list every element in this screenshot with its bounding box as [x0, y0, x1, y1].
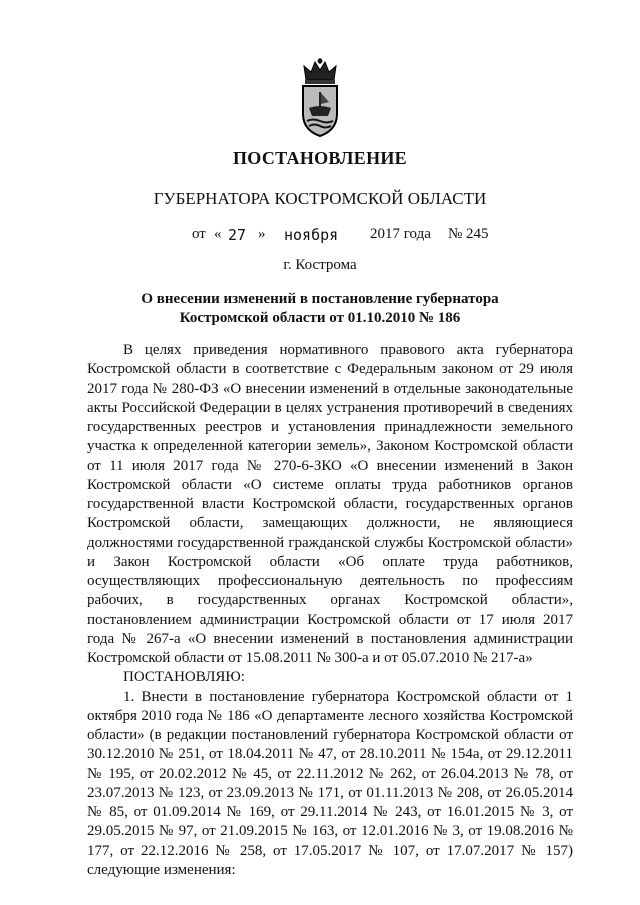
- heading-line-2: Костромской области от 01.10.2010 № 186: [179, 310, 461, 326]
- item-1-paragraph: 1. Внести в постановление губернатора Костромской области от 1 октября 2010 года № 186 «О департаменте лесного хозяйства Костромской области» (в редакции постановлений губернатора Костромской области от 30.12.2010 № 251, от 18.04.2011 № 47, от 28.10.2011 № 154а, от 29.12.2011 № 195, от 20.02.2012 № 45, от 22.11.2012 № 262, от 26.04.2013 № 78, от 23.07.2013 № 123, от 23.09.2013 № 171, от 01.11.2013 № 208, от 26.05.2014 № 85, от 01.09.2014 № 169, от 29.11.2014 № 243, от 16.01.2015 № 3, от 29.05.2015 № 97, от 21.09.2015 № 163, от 12.01.2016 № 3, от 19.08.2016 № 177, от 22.12.2016 № 258, от 17.05.2017 № 107, от 17.07.2017 № 157) следующие изменения:: [87, 688, 573, 878]
- heading-line-1: О внесении изменений в постановление губернатора: [141, 291, 499, 307]
- date-number-label: №: [448, 226, 463, 242]
- document-body: [87, 341, 573, 880]
- date-number: 245: [466, 226, 489, 242]
- document-heading: [0, 290, 640, 328]
- coat-of-arms-kostroma-icon: [297, 58, 343, 138]
- document-title: ПОСТАНОВЛЕНИЕ: [233, 148, 407, 168]
- document-city: г. Кострома: [283, 257, 357, 273]
- date-month: ноября: [284, 226, 339, 244]
- document-issuer: ГУБЕРНАТОРА КОСТРОМСКОЙ ОБЛАСТИ: [153, 189, 487, 208]
- date-line: [0, 226, 640, 248]
- preamble-paragraph: В целях приведения нормативного правового акта губернатора Костромской области в соответствие с Федеральным законом от 29 июля 2017 года № 280-ФЗ «О внесении изменений в отдельные законодательные акты Российской Федерации в целях устранения противоречий в сведениях государственных реестров и установления принадлежности земельного участка к определенной категории земель», Законом Костромской области от 11 июля 2017 года № 270-6-ЗКО «О внесении изменений в Закон Костромской области «О системе оплаты труда работников органов государственной власти Костромской области, государственных органов Костромской области, замещающих должности, не являющиеся должностями государственной гражданской службы Костромской области» и Закон Костромской области «Об оплате труда работников, осуществляющих профессиональную деятельность по профессиям рабочих, в государственных органах Костромской области», постановлением администрации Костромской области от 17 июля 2017 года № 267-а «О внесении изменений в постановления администрации Костромской области от 15.08.2011 № 300-а и от 05.07.2010 № 217-а»: [87, 342, 573, 666]
- decree-word: ПОСТАНОВЛЯЮ:: [123, 669, 245, 686]
- date-close-quote: »: [258, 226, 266, 242]
- date-year: 2017 года: [370, 226, 431, 242]
- date-open-quote: «: [214, 226, 222, 242]
- date-from-label: от: [192, 226, 206, 242]
- date-day: 27: [228, 226, 247, 244]
